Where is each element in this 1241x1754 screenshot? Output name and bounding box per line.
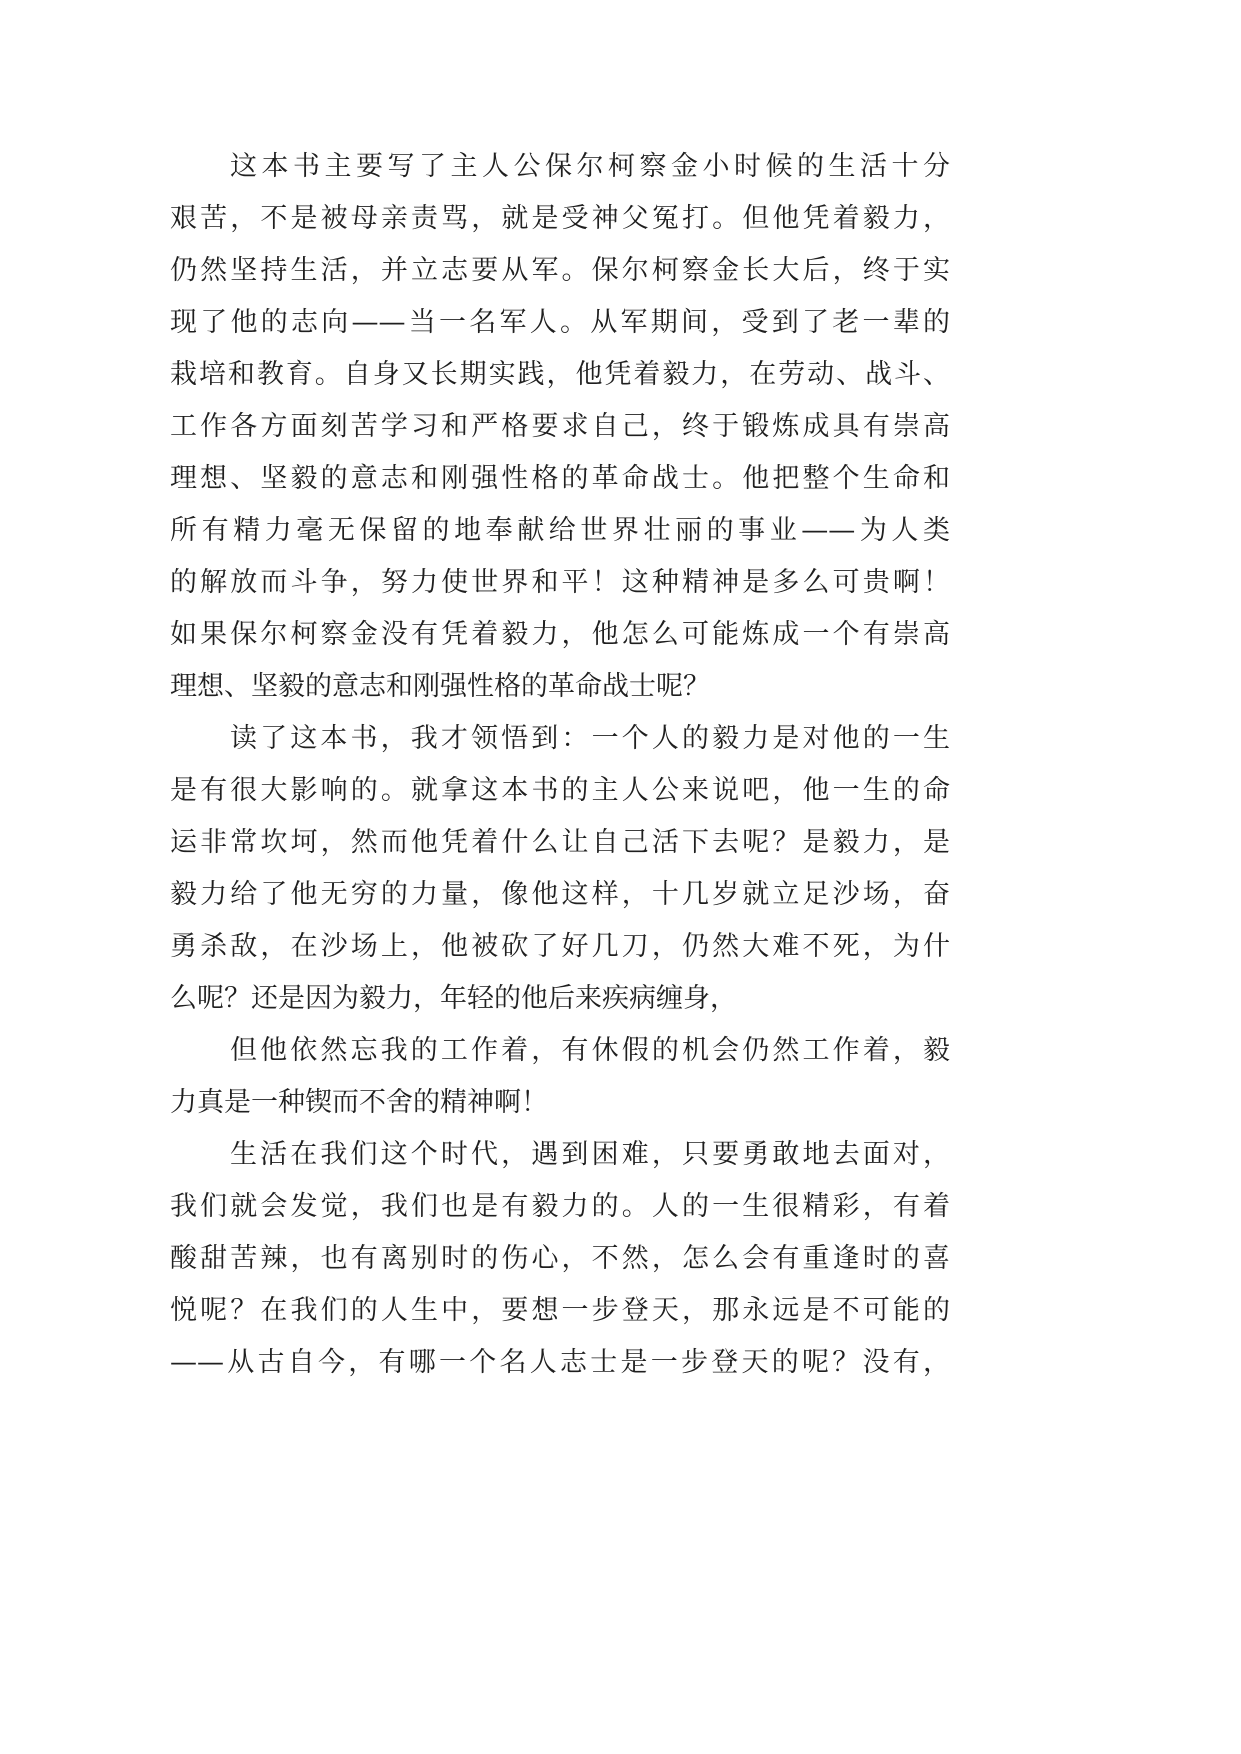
- text-line: 生活在我们这个时代，遇到困难，只要勇敢地去面对，: [230, 1139, 950, 1170]
- text-line: ——从古自今，有哪一个名人志士是一步登天的呢？没有，: [170, 1347, 950, 1378]
- text-line: 么呢？还是因为毅力，年轻的他后来疾病缠身，: [170, 983, 737, 1014]
- text-line: 这本书主要写了主人公保尔柯察金小时候的生活十分: [230, 151, 950, 182]
- text-line: 现了他的志向——当一名军人。从军期间，受到了老一辈的: [170, 307, 950, 338]
- text-line: 艰苦，不是被母亲责骂，就是受神父冤打。但他凭着毅力，: [170, 203, 950, 234]
- text-line: 毅力给了他无穷的力量，像他这样，十几岁就立足沙场，奋: [170, 879, 950, 910]
- text-line: 我们就会发觉，我们也是有毅力的。人的一生很精彩，有着: [170, 1191, 950, 1222]
- text-line: 理想、坚毅的意志和刚强性格的革命战士呢？: [170, 671, 710, 702]
- text-line: 力真是一种锲而不舍的精神啊！: [170, 1087, 548, 1118]
- text-line: 但他依然忘我的工作着，有休假的机会仍然工作着，毅: [230, 1035, 950, 1066]
- text-line: 的解放而斗争，努力使世界和平！这种精神是多么可贵啊！: [170, 567, 950, 598]
- text-line: 仍然坚持生活，并立志要从军。保尔柯察金长大后，终于实: [170, 255, 950, 286]
- text-line: 运非常坎坷，然而他凭着什么让自己活下去呢？是毅力，是: [170, 827, 950, 858]
- text-line: 栽培和教育。自身又长期实践，他凭着毅力，在劳动、战斗、: [170, 359, 950, 390]
- text-line: 是有很大影响的。就拿这本书的主人公来说吧，他一生的命: [170, 775, 950, 806]
- text-line: 所有精力毫无保留的地奉献给世界壮丽的事业——为人类: [170, 515, 950, 546]
- text-line: 如果保尔柯察金没有凭着毅力，他怎么可能炼成一个有崇高: [170, 619, 950, 650]
- text-line: 悦呢？在我们的人生中，要想一步登天，那永远是不可能的: [170, 1295, 950, 1326]
- text-line: 理想、坚毅的意志和刚强性格的革命战士。他把整个生命和: [170, 463, 950, 494]
- text-line: 酸甜苦辣，也有离别时的伤心，不然，怎么会有重逢时的喜: [170, 1243, 950, 1274]
- text-line: 工作各方面刻苦学习和严格要求自己，终于锻炼成具有崇高: [170, 411, 950, 442]
- text-line: 读了这本书，我才领悟到：一个人的毅力是对他的一生: [230, 723, 950, 754]
- text-line: 勇杀敌，在沙场上，他被砍了好几刀，仍然大难不死，为什: [170, 931, 950, 962]
